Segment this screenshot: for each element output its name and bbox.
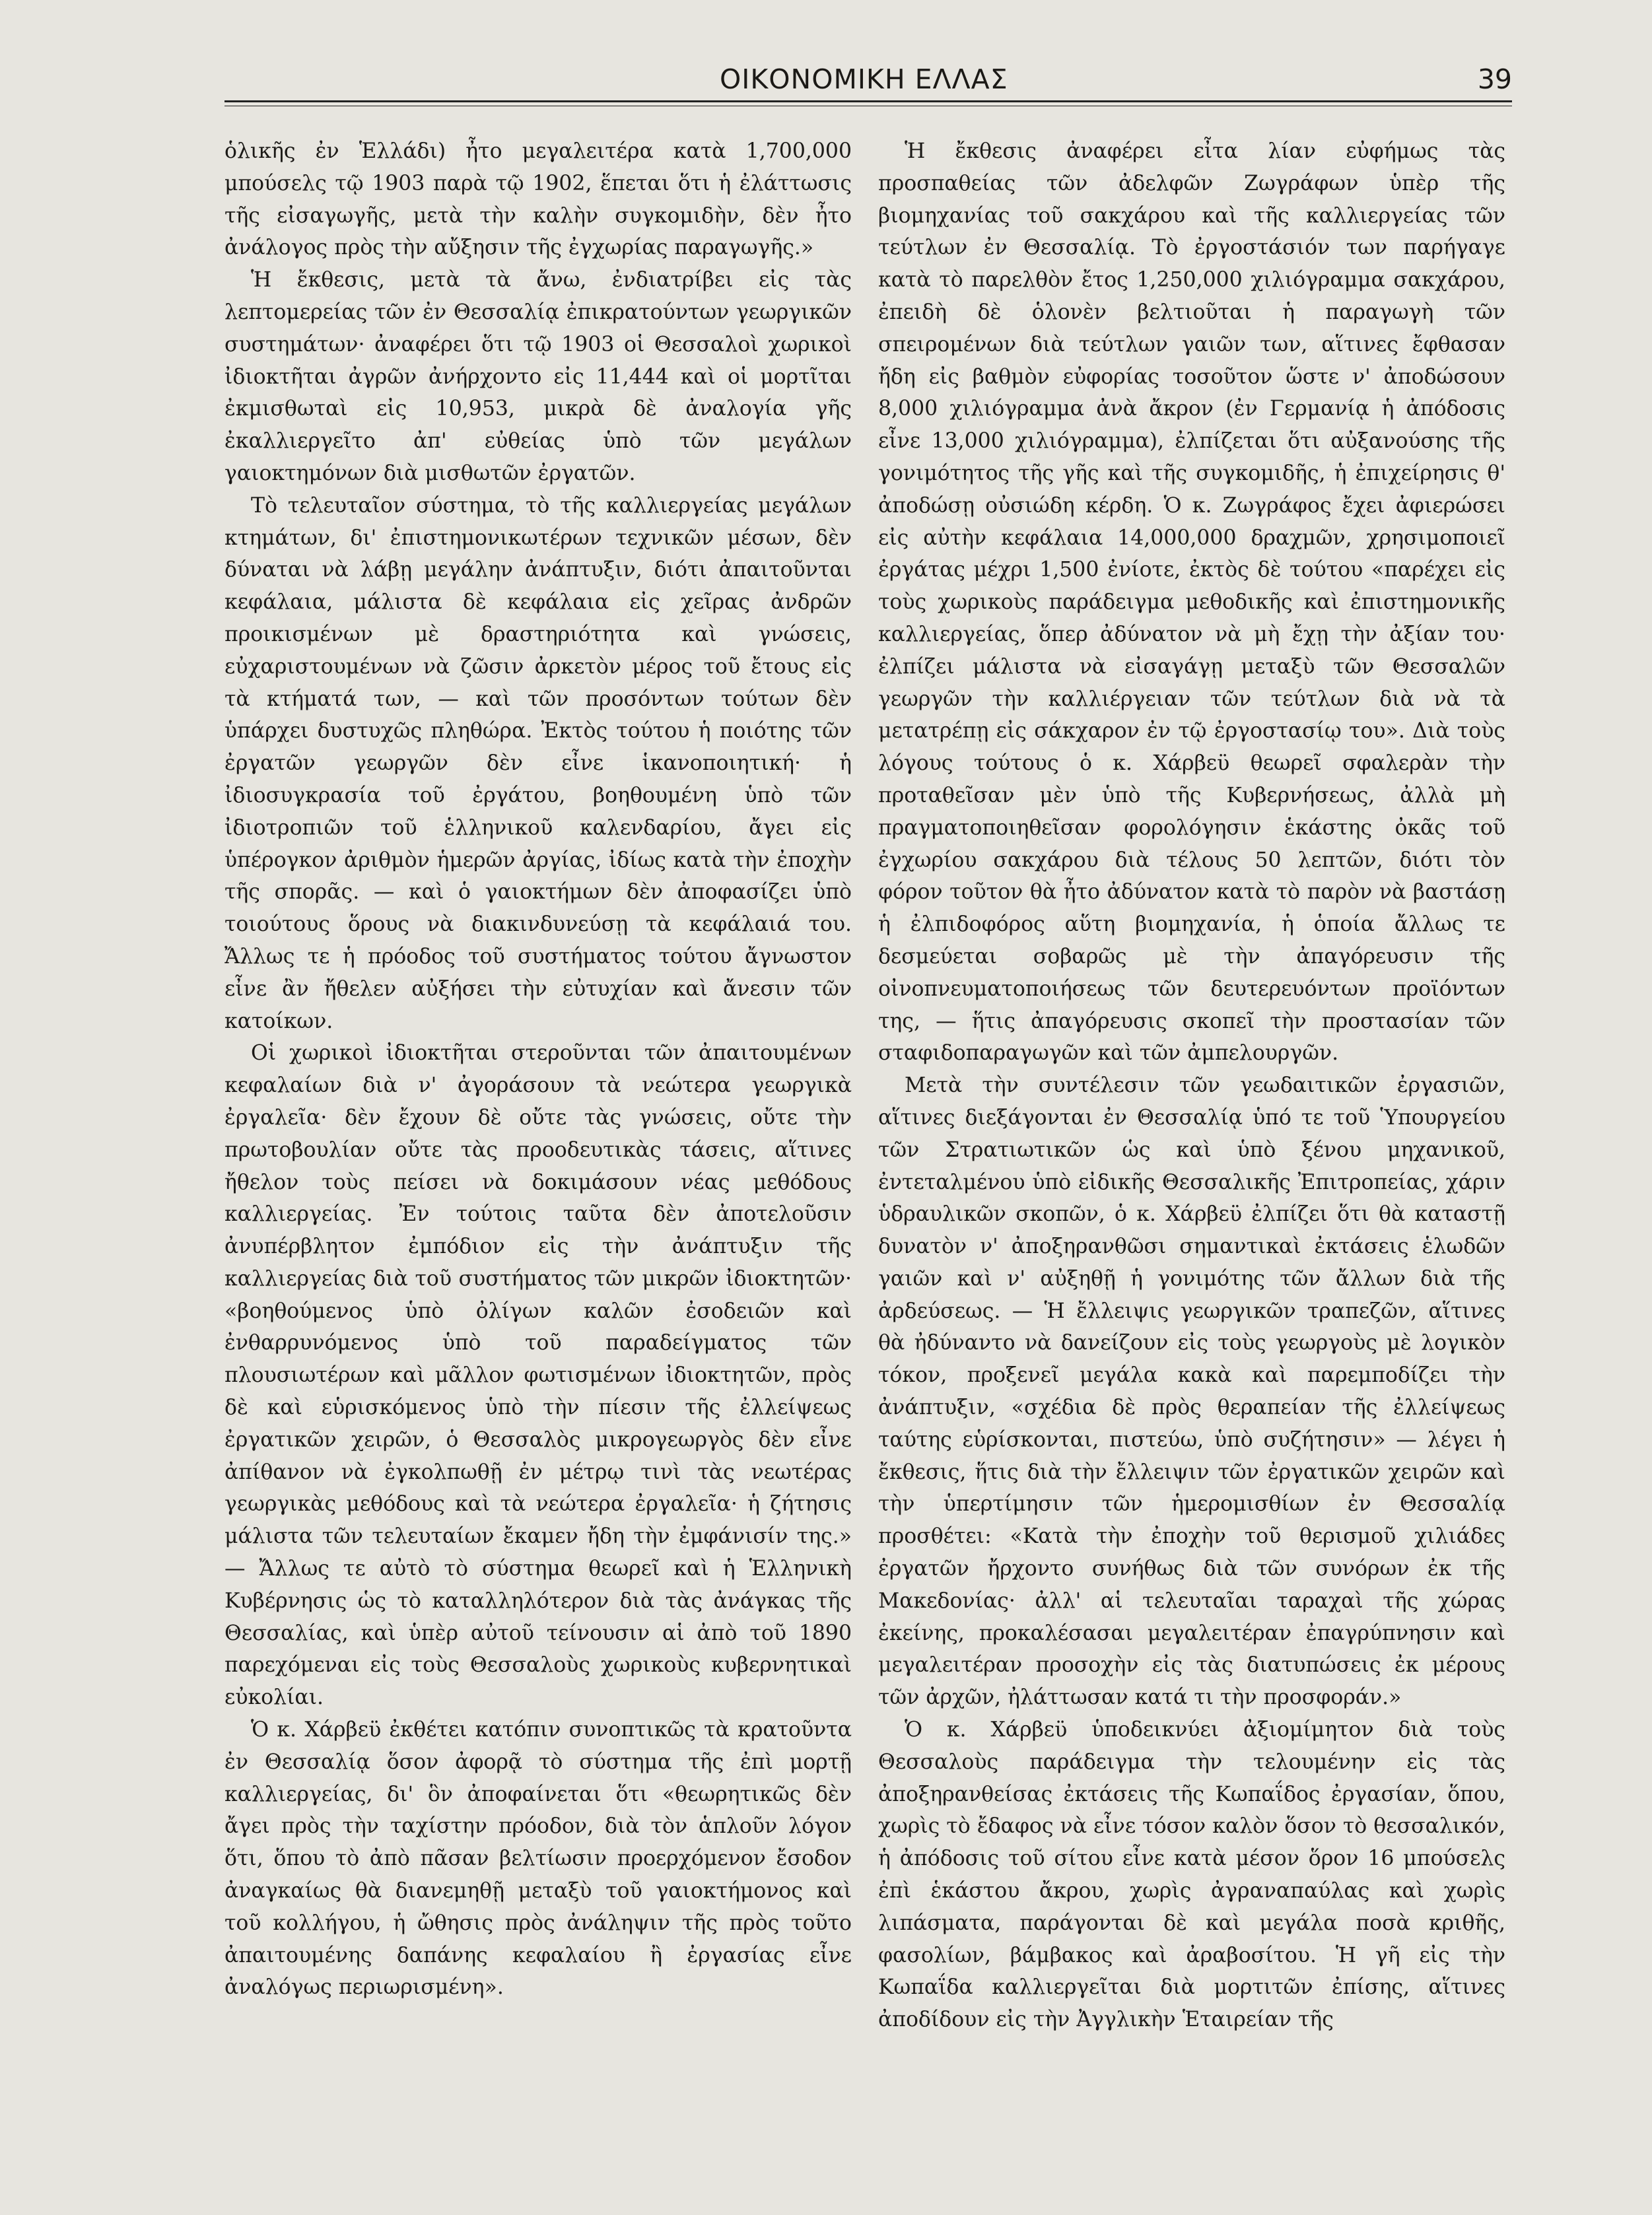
paragraph: Ἡ ἔκθεσις, μετὰ τὰ ἄνω, ἐνδιατρίβει εἰς τὰς λεπτομερείας τῶν ἐν Θεσσαλίᾳ ἐπικρατούντων γεωργικῶν συστημάτων· ἀναφέρει ὅτι τῷ 1903 οἱ Θεσσαλοὶ χωρικοὶ ἰδιοκτῆται ἀγρῶν ἀνήρχοντο εἰς 11,444 καὶ οἱ μορτῖται ἐκμισθωταὶ εἰς 10,953, μικρὰ δὲ ἀναλογία γῆς ἐκαλλιεργεῖτο ἀπ' εὐθείας ὑπὸ τῶν μεγάλων γαιοκτημόνων διὰ μισθωτῶν ἐργατῶν.: [224, 268, 852, 485]
paragraph: Ἡ ἔκθεσις ἀναφέρει εἶτα λίαν εὐφήμως τὰς προσπαθείας τῶν ἀδελφῶν Ζωγράφων ὑπὲρ τῆς βιομηχανίας τοῦ σακχάρου καὶ τῆς καλλιεργείας τῶν τεύτλων ἐν Θεσσαλίᾳ. Τὸ ἐργοστάσιόν των παρήγαγε κατὰ τὸ παρελθὸν ἔτος 1,250,000 χιλιόγραμμα σακχάρου, ἐπειδὴ δὲ ὁλονὲν βελτιοῦται ἡ παραγωγὴ τῶν σπειρομένων διὰ τεύτλων γαιῶν των, αἵτινες ἔφθασαν ἤδη εἰς βαθμὸν εὐφορίας τοσοῦτον ὥστε ν' ἀποδώσουν 8,000 χιλιόγραμμα ἀνὰ ἄκρον (ἐν Γερμανίᾳ ἡ ἀπόδοσις εἶνε 13,000 χιλιόγραμμα), ἐλπίζεται ὅτι αὐξανούσης τῆς γονιμότητος τῆς γῆς καὶ τῆς συγκομιδῆς, ἡ ἐπιχείρησις θ' ἀποδώσῃ οὐσιώδη κέρδη. Ὁ κ. Ζωγράφος ἔχει ἀφιερώσει εἰς αὐτὴν κεφάλαια 14,000,000 δραχμῶν, χρησιμοποιεῖ ἐργάτας μέχρι 1,500 ἐνίοτε, ἐκτὸς δὲ τούτου «παρέχει εἰς τοὺς χωρικοὺς παράδειγμα μεθοδικῆς καὶ ἐπιστημονικῆς καλλιεργείας, ὅπερ ἀδύνατον νὰ μὴ ἔχῃ τὴν ἀξίαν του· ἐλπίζει μάλιστα νὰ εἰσαγάγῃ μεταξὺ τῶν Θεσσαλῶν γεωργῶν τὴν καλλιέργειαν τῶν τεύτλων διὰ νὰ τὰ μετατρέπῃ εἰς σάκχαρον ἐν τῷ ἐργοστασίῳ του». Διὰ τοὺς λόγους τούτους ὁ κ. Χάρβεϋ θεωρεῖ σφαλερὰν τὴν προταθεῖσαν μὲν ὑπὸ τῆς Κυβερνήσεως, ἀλλὰ μὴ πραγματοποιηθεῖσαν φορολόγησιν ἑκάστης ὀκᾶς τοῦ ἐγχωρίου σακχάρου διὰ τέλους 50 λεπτῶν, διότι τὸν φόρον τοῦτον θὰ ἦτο ἀδύνατον κατὰ τὸ παρὸν νὰ βαστάσῃ ἡ ἐλπιδοφόρος αὕτη βιομηχανία, ἡ ὁποία ἄλλως τε δεσμεύεται σοβαρῶς μὲ τὴν ἀπαγόρευσιν τῆς οἰνοπνευματοποιήσεως τῶν δευτερευόντων προϊόντων της, — ἥτις ἀπαγόρευσις σκοπεῖ τὴν προστασίαν τῶν σταφιδοπαραγωγῶν καὶ τῶν ἀμπελουργῶν.: [878, 139, 1505, 1066]
paragraph: Τὸ τελευταῖον σύστημα, τὸ τῆς καλλιεργείας μεγάλων κτημάτων, δι' ἐπιστημονικωτέρων τεχνικῶν μέσων, δὲν δύναται νὰ λάβῃ μεγάλην ἀνάπτυξιν, διότι ἀπαιτοῦνται κεφάλαια, μάλιστα δὲ κεφάλαια εἰς χεῖρας ἀνδρῶν προικισμένων μὲ δραστηριότητα καὶ γνώσεις, εὐχαριστουμένων νὰ ζῶσιν ἀρκετὸν μέρος τοῦ ἔτους εἰς τὰ κτήματά των, — καὶ τῶν προσόντων τούτων δὲν ὑπάρχει δυστυχῶς πληθώρα. Ἐκτὸς τούτου ἡ ποιότης τῶν ἐργατῶν γεωργῶν δὲν εἶνε ἱκανοποιητική· ἡ ἰδιοσυγκρασία τοῦ ἐργάτου, βοηθουμένη ὑπὸ τῶν ἰδιοτροπιῶν τοῦ ἑλληνικοῦ καλενδαρίου, ἄγει εἰς ὑπέρογκον ἀριθμὸν ἡμερῶν ἀργίας, ἰδίως κατὰ τὴν ἐποχὴν τῆς σπορᾶς. — καὶ ὁ γαιοκτήμων δὲν ἀποφασίζει ὑπὸ τοιούτους ὅρους νὰ διακινδυνεύσῃ τὰ κεφάλαιά του. Ἄλλως τε ἡ πρόοδος τοῦ συστήματος τούτου ἄγνωστον εἶνε ἂν ἤθελεν αὐξήσει τὴν εὐτυχίαν καὶ ἄνεσιν τῶν κατοίκων.: [224, 493, 852, 1033]
paragraph: Οἱ χωρικοὶ ἰδιοκτῆται στεροῦνται τῶν ἀπαιτουμένων κεφαλαίων διὰ ν' ἀγοράσουν τὰ νεώτερα γεωργικὰ ἐργαλεῖα· δὲν ἔχουν δὲ οὔτε τὰς γνώσεις, οὔτε τὴν πρωτοβουλίαν οὔτε τὰς προοδευτικὰς τάσεις, αἵτινες ἤθελον τοὺς πείσει νὰ δοκιμάσουν νέας μεθόδους καλλιεργείας. Ἐν τούτοις ταῦτα δὲν ἀποτελοῦσιν ἀνυπέρβλητον ἐμπόδιον εἰς τὴν ἀνάπτυξιν τῆς καλλιεργείας διὰ τοῦ συστήματος τῶν μικρῶν ἰδιοκτητῶν· «βοηθούμενος ὑπὸ ὀλίγων καλῶν ἐσοδειῶν καὶ ἐνθαρρυνόμενος ὑπὸ τοῦ παραδείγματος τῶν πλουσιωτέρων καὶ μᾶλλον φωτισμένων ἰδιοκτητῶν, πρὸς δὲ καὶ εὑρισκόμενος ὑπὸ τὴν πίεσιν τῆς ἐλλείψεως ἐργατικῶν χειρῶν, ὁ Θεσσαλὸς μικρογεωργὸς δὲν εἶνε ἀπίθανον νὰ ἐγκολπωθῇ ἐν μέτρῳ τινὶ τὰς νεωτέρας γεωργικὰς μεθόδους καὶ τὰ νεώτερα ἐργαλεῖα· ἡ ζήτησις μάλιστα τῶν τελευταίων ἔκαμεν ἤδη τὴν ἐμφάνισίν της.» — Ἄλλως τε αὐτὸ τὸ σύστημα θεωρεῖ καὶ ἡ Ἑλληνικὴ Κυβέρνησις ὡς τὸ καταλληλότερον διὰ τὰς ἀνάγκας τῆς Θεσσαλίας, καὶ ὑπὲρ αὐτοῦ τείνουσιν αἱ ἀπὸ τοῦ 1890 παρεχόμεναι εἰς τοὺς Θεσσαλοὺς χωρικοὺς κυβερνητικαὶ εὐκολίαι.: [224, 1041, 852, 1710]
right-column: [878, 135, 1505, 2036]
paragraph: ὁλικῆς ἐν Ἑλλάδι) ἦτο μεγαλειτέρα κατὰ 1,700,000 μπούσελς τῷ 1903 παρὰ τῷ 1902, ἕπεται ὅτι ἡ ἐλάττωσις τῆς εἰσαγωγῆς, μετὰ τὴν καλὴν συγκομιδὴν, δὲν ἦτο ἀνάλογος πρὸς τὴν αὔξησιν τῆς ἐγχωρίας παραγωγῆς.»: [224, 139, 852, 260]
paragraph: Μετὰ τὴν συντέλεσιν τῶν γεωδαιτικῶν ἐργασιῶν, αἵτινες διεξάγονται ἐν Θεσσαλίᾳ ὑπό τε τοῦ Ὑπουργείου τῶν Στρατιωτικῶν ὡς καὶ ὑπὸ ξένου μηχανικοῦ, ἐντεταλμένου ὑπὸ εἰδικῆς Θεσσαλικῆς Ἐπιτροπείας, χάριν ὑδραυλικῶν σκοπῶν, ὁ κ. Χάρβεϋ ἐλπίζει ὅτι θὰ καταστῇ δυνατὸν ν' ἀποξηρανθῶσι σημαντικαὶ ἐκτάσεις ἑλωδῶν γαιῶν καὶ ν' αὐξηθῇ ἡ γονιμότης τῶν ἄλλων διὰ τῆς ἀρδεύσεως. — Ἡ ἔλλειψις γεωργικῶν τραπεζῶν, αἵτινες θὰ ἠδύναντο νὰ δανείζουν εἰς τοὺς γεωργοὺς μὲ λογικὸν τόκον, προξενεῖ μεγάλα κακὰ καὶ παρεμποδίζει τὴν ἀνάπτυξιν, «σχέδια δὲ πρὸς θεραπείαν τῆς ἐλλείψεως ταύτης εὑρίσκονται, πιστεύω, ὑπὸ συζήτησιν» — λέγει ἡ ἔκθεσις, ἥτις διὰ τὴν ἔλλειψιν τῶν ἐργατικῶν χειρῶν καὶ τὴν ὑπερτίμησιν τῶν ἡμερομισθίων ἐν Θεσσαλίᾳ προσθέτει: «Κατὰ τὴν ἐποχὴν τοῦ θερισμοῦ χιλιάδες ἐργατῶν ἤρχοντο συνήθως διὰ τῶν συνόρων ἐκ τῆς Μακεδονίας· ἀλλ' αἱ τελευταῖαι ταραχαὶ τῆς χώρας ἐκείνης, προκαλέσασαι μεγαλειτέραν ἐπαγρύπνησιν καὶ μεγαλειτέραν προσοχὴν εἰς τὰς διατυπώσεις ἐκ μέρους τῶν ἀρχῶν, ἠλάττωσαν κατά τι τὴν προσφοράν.»: [878, 1073, 1505, 1710]
running-title: ΟΙΚΟΝΟΜΙΚΗ ΕΛΛΑΣ: [720, 63, 1008, 95]
paragraph: Ὁ κ. Χάρβεϋ ἐκθέτει κατόπιν συνοπτικῶς τὰ κρατοῦντα ἐν Θεσσαλίᾳ ὅσον ἀφορᾷ τὸ σύστημα τῆς ἐπὶ μορτῇ καλλιεργείας, δι' ὃν ἀποφαίνεται ὅτι «θεωρητικῶς δὲν ἄγει πρὸς τὴν ταχίστην πρόοδον, διὰ τὸν ἁπλοῦν λόγον ὅτι, ὅπου τὸ ἀπὸ πᾶσαν βελτίωσιν προερχόμενον ἔσοδον ἀναγκαίως θὰ διανεμηθῇ μεταξὺ τοῦ γαιοκτήμονος καὶ τοῦ κολλήγου, ἡ ὤθησις πρὸς ἀνάληψιν τῆς πρὸς τοῦτο ἀπαιτουμένης δαπάνης κεφαλαίου ἢ ἐργασίας εἶνε ἀναλόγως περιωρισμένη».: [224, 1718, 852, 2000]
page-number: 39: [1477, 63, 1512, 95]
paragraph: Ὁ κ. Χάρβεϋ ὑποδεικνύει ἀξιομίμητον διὰ τοὺς Θεσσαλοὺς παράδειγμα τὴν τελουμένην εἰς τὰς ἀποξηρανθείσας ἐκτάσεις τῆς Κωπαΐδος ἐργασίαν, ὅπου, χωρὶς τὸ ἔδαφος νὰ εἶνε τόσον καλὸν ὅσον τὸ θεσσαλικόν, ἡ ἀπόδοσις τοῦ σίτου εἶνε κατὰ μέσον ὅρον 16 μπούσελς ἐπὶ ἑκάστου ἄκρου, χωρὶς ἀγραναπαύλας καὶ χωρὶς λιπάσματα, παράγονται δὲ καὶ μεγάλα ποσὰ κριθῆς, φασολίων, βάμβακος καὶ ἀραβοσίτου. Ἡ γῆ εἰς τὴν Κωπαΐδα καλλιεργεῖται διὰ μορτιτῶν ἐπίσης, αἵτινες ἀποδίδουν εἰς τὴν Ἀγγλικὴν Ἑταιρείαν τῆς: [878, 1718, 1505, 2032]
left-column: [224, 135, 852, 2004]
header-rule: [224, 100, 1512, 106]
